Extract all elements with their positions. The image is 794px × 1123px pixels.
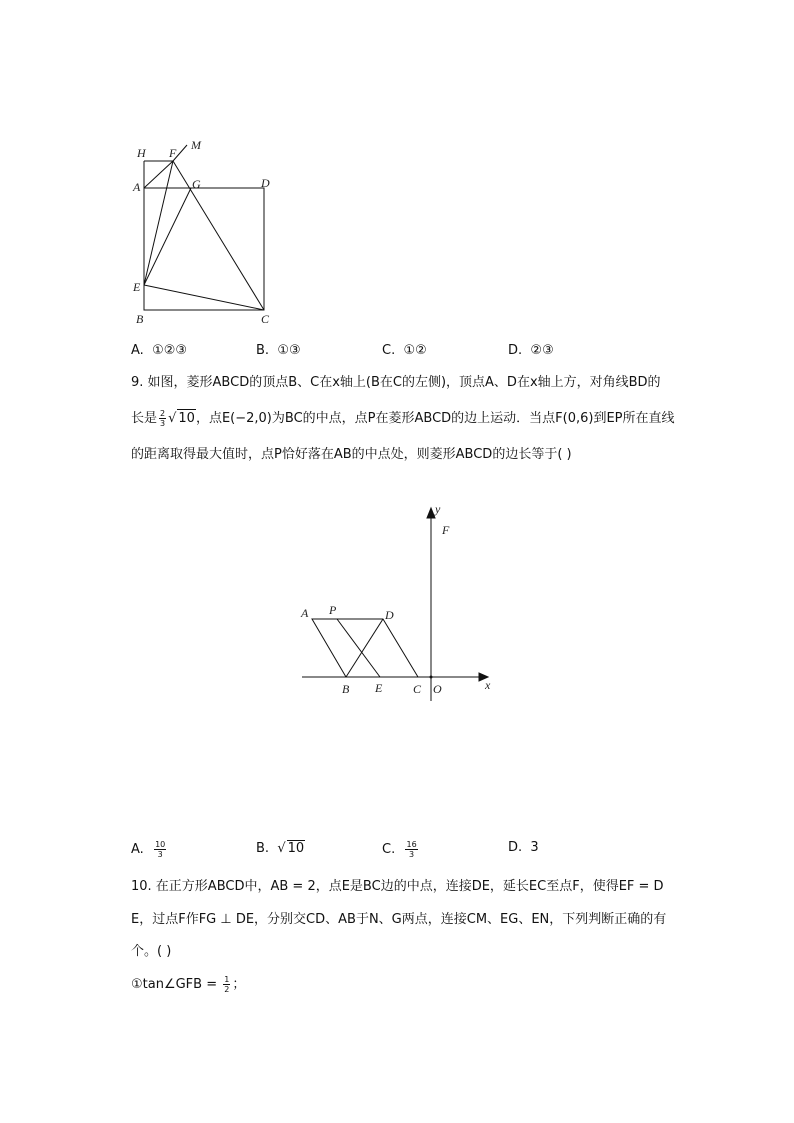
q8-option-c[interactable]: C. ①② <box>382 343 427 358</box>
q8-option-d[interactable]: D. ②③ <box>508 343 554 358</box>
q10-statement-1: ①tan∠GFB = $\frac{1}{2}$ ； <box>131 975 246 994</box>
label-c: C <box>261 312 270 326</box>
label-o: O <box>433 682 442 696</box>
label-x: x <box>485 678 491 692</box>
label-e: E <box>133 280 141 294</box>
label-g: G <box>192 177 201 191</box>
q9-line-2: 长是 $\frac{2}{3}$ √ 10，点E(−2,0)为BC的中点，点P在菱形ABCD的边上运动．当点F(0,6)到EP所在直线 <box>131 409 675 428</box>
q8-option-a[interactable]: A. ①②③ <box>131 343 188 358</box>
label-d: D <box>261 176 270 190</box>
label-c2: C <box>413 682 422 696</box>
q9-line-3: 的距离取得最大值时，点P恰好落在AB的中点处，则菱形ABCD的边长等于( ) <box>131 447 572 462</box>
label-a: A <box>133 180 141 194</box>
label-f2: F <box>442 523 450 537</box>
label-d2: D <box>385 608 394 622</box>
label-y: y <box>435 502 441 516</box>
label-b: B <box>136 312 144 326</box>
label-e2: E <box>375 681 383 695</box>
q9-option-a[interactable]: A. $\frac{10}{3}$ <box>131 840 166 859</box>
label-b2: B <box>342 682 350 696</box>
label-a2: A <box>301 606 309 620</box>
label-f: F <box>169 146 177 160</box>
q10-line-3: 个。( ) <box>131 944 172 959</box>
fraction: $\frac{2}{3}$ <box>160 409 166 428</box>
q10-line-2: E，过点F作FG ⊥ DE，分别交CD、AB于N、G两点，连接CM、EG、EN，下列判断正确的有 <box>131 912 667 927</box>
label-p: P <box>329 603 337 617</box>
geometry-figure-square <box>125 135 285 335</box>
label-m: M <box>191 138 201 152</box>
label-h: H <box>137 146 146 160</box>
q9-option-d[interactable]: D. 3 <box>508 840 539 855</box>
coordinate-figure-rhombus <box>290 500 500 705</box>
q10-line-1: 10. 在正方形ABCD中，AB = 2，点E是BC边的中点，连接DE，延长EC至点F，使得EF = D <box>131 879 664 894</box>
q9-option-c[interactable]: C. $\frac{16}{3}$ <box>382 840 417 859</box>
q9-line-1: 9. 如图，菱形ABCD的顶点B、C在x轴上(B在C的左侧)，顶点A、D在x轴上方，对角线BD的 <box>131 375 661 390</box>
q8-option-b[interactable]: B. ①③ <box>256 343 301 358</box>
q9-option-b[interactable]: B. √ 10 <box>256 841 305 856</box>
